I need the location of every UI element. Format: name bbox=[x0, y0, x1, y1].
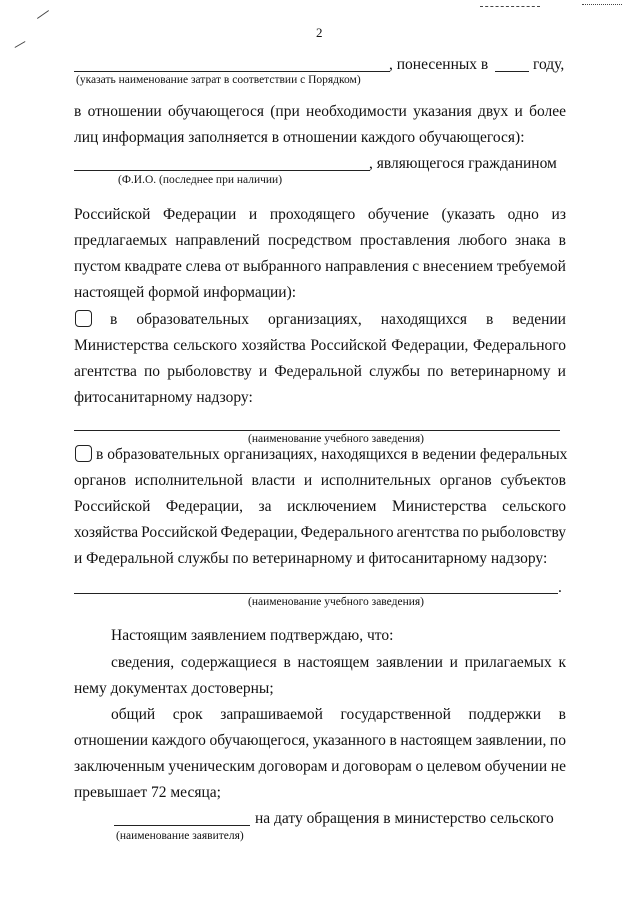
option2-line4 bbox=[74, 524, 566, 542]
fio-line-suffix: , являющегося гражданином bbox=[369, 155, 557, 172]
word: органов bbox=[74, 472, 127, 489]
word: рыболовству bbox=[481, 524, 566, 541]
word: из bbox=[551, 206, 566, 223]
word: Российской bbox=[74, 206, 151, 223]
para-federation-line2 bbox=[74, 232, 566, 250]
word: ведении bbox=[512, 311, 566, 328]
para-student-line1 bbox=[74, 103, 566, 121]
para-federation-line4: настоящей формой информации): bbox=[74, 284, 297, 301]
word: содержащиеся bbox=[180, 654, 277, 671]
word: агентства bbox=[396, 524, 460, 541]
word: общий bbox=[111, 706, 156, 723]
word: слева bbox=[185, 258, 222, 275]
word: (при bbox=[270, 103, 300, 120]
word: и bbox=[514, 103, 523, 120]
word: субъектов bbox=[500, 472, 566, 489]
word: и bbox=[303, 472, 313, 489]
word: квадрате bbox=[124, 258, 182, 275]
year-label: году, bbox=[533, 56, 565, 73]
word: необходимости bbox=[306, 103, 407, 120]
word: и bbox=[258, 363, 268, 380]
word: знака bbox=[515, 232, 551, 249]
word: Федерального bbox=[300, 524, 394, 541]
confirmation-intro: Настоящим заявлением подтверждаю, что: bbox=[111, 627, 394, 644]
word: срок bbox=[172, 706, 203, 723]
word: и bbox=[449, 654, 458, 671]
word: Министерства bbox=[74, 337, 169, 354]
word: указанного bbox=[312, 732, 386, 749]
word: организациях, bbox=[268, 311, 362, 328]
word: исключением bbox=[287, 498, 377, 515]
cost-line-hint: (указать наименование затрат в соответствии с Порядком) bbox=[76, 74, 361, 86]
word: одно bbox=[507, 206, 539, 223]
word: рыболовству bbox=[167, 363, 252, 380]
word: направления bbox=[325, 258, 409, 275]
option1-line2 bbox=[74, 337, 566, 355]
word: проходящего bbox=[269, 206, 356, 223]
word: обучающегося, bbox=[209, 732, 310, 749]
option1-hint: (наименование учебного заведения) bbox=[248, 433, 424, 445]
word: проставления bbox=[359, 232, 451, 249]
word: Российской bbox=[74, 498, 151, 515]
scan-mark bbox=[582, 4, 622, 5]
option2-line-end: . bbox=[558, 579, 562, 596]
word: сельского bbox=[173, 337, 238, 354]
word: запрашиваемой bbox=[220, 706, 323, 723]
word: отношении bbox=[87, 103, 162, 120]
word: любого bbox=[458, 232, 507, 249]
word: Федерации, bbox=[165, 498, 243, 515]
word: за bbox=[258, 498, 272, 515]
fio-hint: (Ф.И.О. (последнее при наличии) bbox=[118, 174, 283, 186]
word: по bbox=[427, 363, 444, 380]
word: хозяйства bbox=[241, 337, 306, 354]
word: ученическим bbox=[168, 758, 255, 775]
word: поддержки bbox=[468, 706, 542, 723]
word: в bbox=[283, 654, 291, 671]
para-student-line2: лиц информация заполняется в отношении каждого обучающегося): bbox=[74, 129, 525, 146]
word: государственной bbox=[340, 706, 451, 723]
word: о bbox=[415, 758, 424, 775]
page-number: 2 bbox=[316, 25, 323, 40]
word: договорам bbox=[258, 758, 328, 775]
option1-line3 bbox=[74, 363, 566, 381]
confirmation-item2-line2 bbox=[74, 732, 566, 750]
option1-checkbox[interactable] bbox=[75, 310, 92, 327]
word: указания bbox=[413, 103, 472, 120]
cost-line-suffix: , понесенных в bbox=[389, 56, 489, 73]
option2-line2 bbox=[74, 472, 566, 490]
word: настоящем bbox=[400, 732, 473, 749]
scan-mark bbox=[37, 10, 49, 19]
option1-institution-line[interactable] bbox=[74, 430, 560, 431]
word: хозяйства bbox=[74, 524, 139, 541]
year-line bbox=[495, 71, 529, 72]
applicant-name-line[interactable] bbox=[114, 825, 250, 826]
word: направлений bbox=[175, 232, 260, 249]
option1-line4: фитосанитарному надзору: bbox=[74, 389, 253, 406]
word: каждого bbox=[151, 732, 206, 749]
word: образовательных bbox=[136, 311, 249, 328]
word: агентства bbox=[74, 363, 137, 380]
word: требуемой bbox=[496, 258, 566, 275]
option2-institution-line[interactable] bbox=[74, 593, 558, 594]
word: выбранного bbox=[243, 258, 322, 275]
word: и bbox=[557, 363, 566, 380]
para-federation-line1 bbox=[74, 206, 566, 224]
word: Федерации, bbox=[220, 524, 298, 541]
word: внесением bbox=[422, 258, 494, 275]
word: заявлении bbox=[376, 654, 443, 671]
word: власти bbox=[251, 472, 296, 489]
word: Российской bbox=[141, 524, 218, 541]
word: в bbox=[110, 311, 118, 328]
word: и bbox=[331, 758, 340, 775]
option2-hint: (наименование учебного заведения) bbox=[248, 596, 424, 608]
scan-mark bbox=[480, 6, 540, 7]
word: Министерства bbox=[392, 498, 487, 515]
word: находящихся bbox=[380, 311, 467, 328]
word: целевом bbox=[426, 758, 482, 775]
word: двух bbox=[478, 103, 509, 120]
word: органов bbox=[439, 472, 492, 489]
word: сведения, bbox=[111, 654, 175, 671]
word: в bbox=[74, 103, 82, 120]
word: обучении bbox=[484, 758, 548, 775]
word: по bbox=[462, 524, 479, 541]
word: исполнительной bbox=[134, 472, 243, 489]
word: (указать bbox=[441, 206, 496, 223]
word: заявлении, bbox=[475, 732, 547, 749]
option2-line5: и Федеральной службы по ветеринарному и фитосанитарному надзору: bbox=[74, 550, 548, 567]
word: Федеральной bbox=[274, 363, 362, 380]
option2-line3 bbox=[74, 498, 566, 516]
confirmation-item1-line2: нему документах достоверны; bbox=[74, 680, 274, 697]
word: сельского bbox=[502, 498, 566, 515]
word: в bbox=[558, 232, 566, 249]
word: в bbox=[558, 706, 566, 723]
confirmation-item2-line1 bbox=[111, 706, 566, 724]
option1-line1 bbox=[110, 311, 566, 329]
word: более bbox=[529, 103, 566, 120]
word: отношении bbox=[74, 732, 149, 749]
word: заключенным bbox=[74, 758, 165, 775]
scan-mark bbox=[15, 41, 26, 48]
word: пустом bbox=[74, 258, 121, 275]
word: обучение bbox=[367, 206, 429, 223]
word: не bbox=[550, 758, 566, 775]
applicant-hint: (наименование заявителя) bbox=[116, 830, 244, 842]
word: прилагаемых bbox=[464, 654, 552, 671]
word: обучающегося bbox=[167, 103, 264, 120]
cost-name-line bbox=[74, 71, 390, 72]
word: к bbox=[558, 654, 566, 671]
word: с bbox=[412, 258, 420, 275]
option2-checkbox[interactable] bbox=[75, 445, 92, 462]
word: посредством bbox=[267, 232, 352, 249]
word: Федерального bbox=[472, 337, 566, 354]
word: Федерации bbox=[163, 206, 237, 223]
word: в bbox=[389, 732, 397, 749]
word: настоящем bbox=[297, 654, 370, 671]
word: по bbox=[143, 363, 161, 380]
word: службы bbox=[369, 363, 421, 380]
word: в bbox=[486, 311, 494, 328]
confirmation-item2-line3 bbox=[74, 758, 566, 776]
para-federation-line3 bbox=[74, 258, 566, 276]
word: исполнительных bbox=[320, 472, 431, 489]
word: ветеринарному bbox=[450, 363, 551, 380]
confirmation-item2-line4: превышает 72 месяца; bbox=[74, 784, 221, 801]
word: предлагаемых bbox=[74, 232, 168, 249]
word: Российской bbox=[310, 337, 387, 354]
word: и bbox=[248, 206, 258, 223]
option2-line1: в образовательных организациях, находящихся в ведении федеральных bbox=[96, 446, 568, 463]
word: Федерации, bbox=[391, 337, 469, 354]
confirmation-item1-line1 bbox=[111, 654, 566, 672]
word: договорам bbox=[343, 758, 412, 775]
fio-line bbox=[74, 170, 370, 171]
applicant-line-suffix: на дату обращения в министерство сельского bbox=[255, 810, 554, 827]
word: по bbox=[549, 732, 566, 749]
word: от bbox=[224, 258, 240, 275]
